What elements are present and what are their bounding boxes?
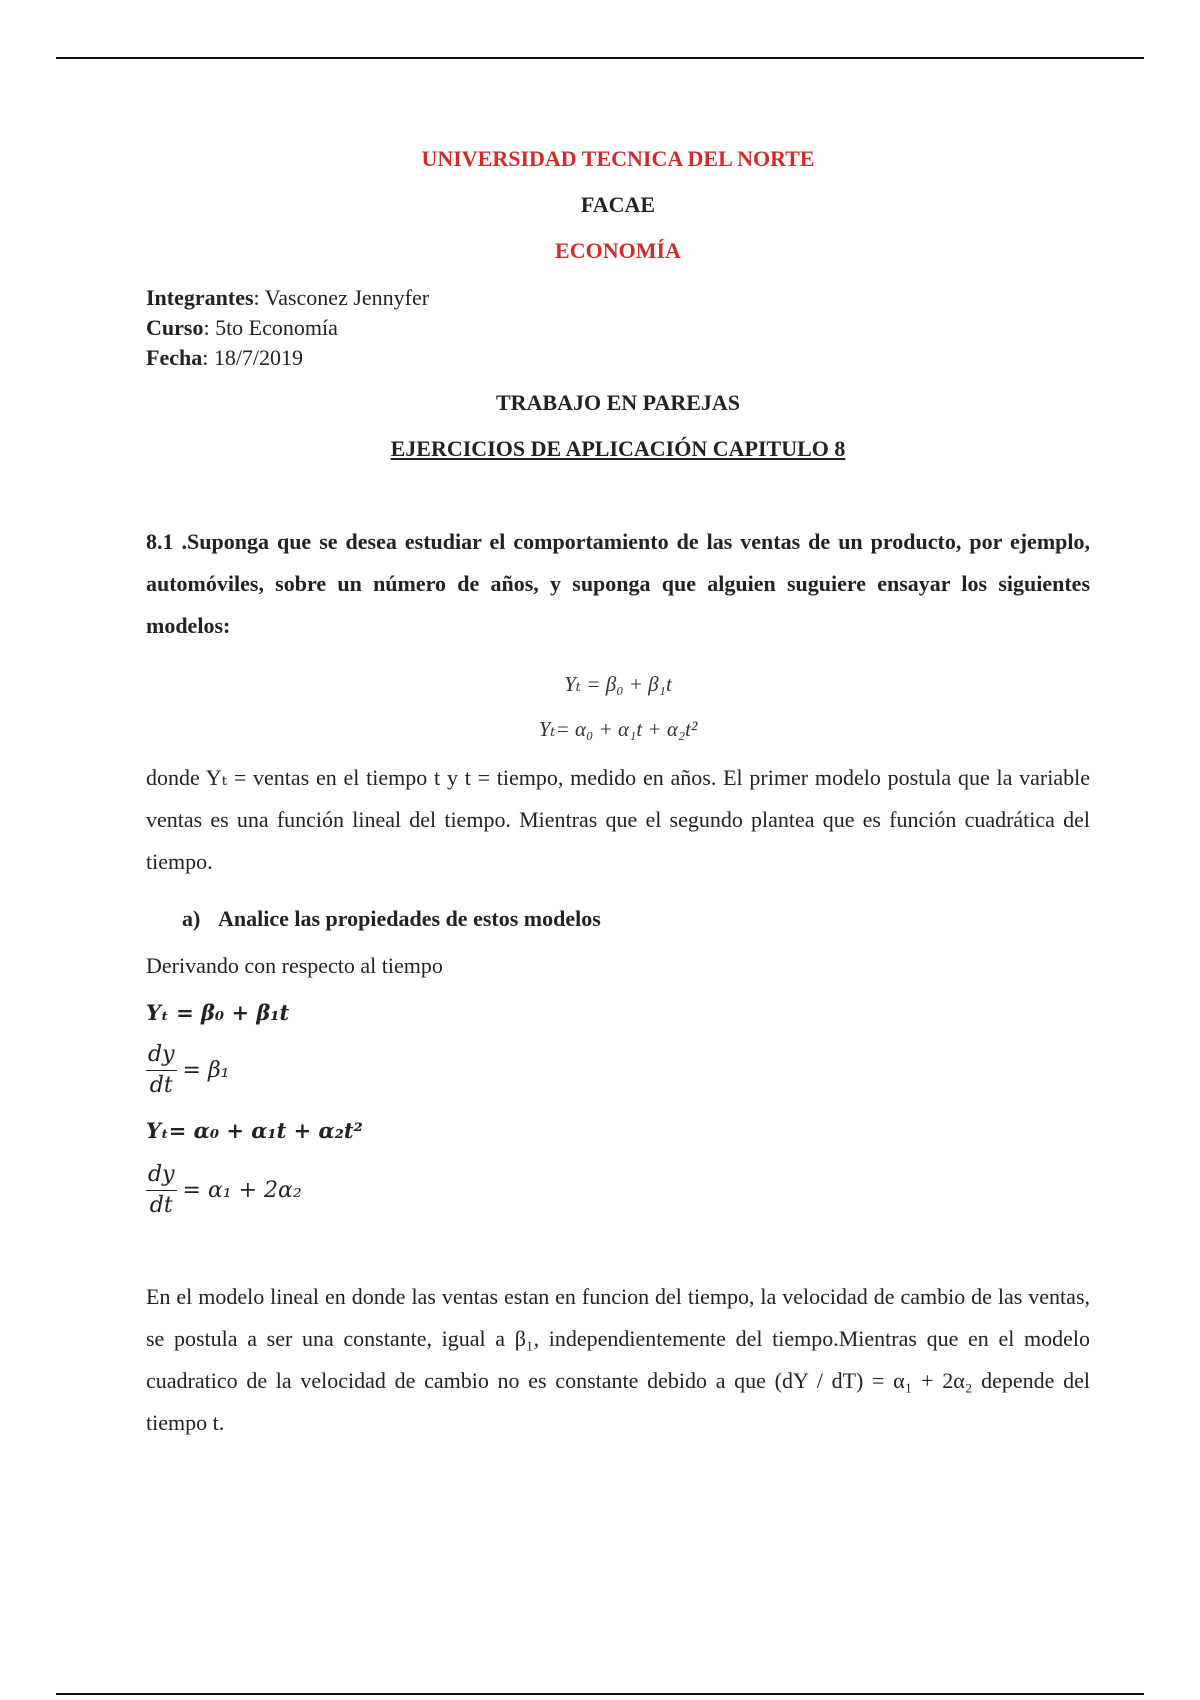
model-description: donde Yₜ = ventas en el tiempo t y t = tiempo, medido en años. El primer modelo postula que la variable ventas es una función lineal del tiempo. Mientras que el segundo plantea que es función cuadrática del tiempo. <box>146 765 1090 874</box>
fraction-numerator: dy <box>146 1160 177 1191</box>
members-label: Integrantes <box>146 285 254 310</box>
model-linear: Yₜ = β₀ + β₁t <box>564 672 672 696</box>
derivation-intro: Derivando con respecto al tiempo <box>146 953 443 978</box>
fraction-denominator: dt <box>149 1073 173 1098</box>
work-title: TRABAJO EN PAREJAS <box>495 390 741 415</box>
bottom-rule <box>56 1693 1144 1695</box>
conclusion-paragraph: En el modelo lineal en donde las ventas estan en funcion del tiempo, la velocidad de cambio de las ventas, se postula a ser una constante, igual a β₁, independientemente del tiempo.Mientras que en el modelo cuadratico de la velocidad de cambio no es constante debido a que (dY / dT) = α₁ + 2α₂ depende del tiempo t. <box>146 1284 1090 1435</box>
top-rule <box>56 57 1144 59</box>
members-line <box>146 283 429 313</box>
equation-linear: Yₜ = β₀ + β₁t <box>146 1000 290 1025</box>
derivative-fraction <box>146 1040 177 1101</box>
derivative-quadratic <box>146 1160 302 1221</box>
part-a-letter: a) <box>182 906 201 931</box>
problem-statement: 8.1 .Suponga que se desea estudiar el comportamiento de las ventas de un producto, por ejemplo, automóviles, sobre un número de años, y suponga que alguien suguiere ensayar los siguientes modelos: <box>146 529 1090 638</box>
date-label: Fecha <box>146 345 203 370</box>
course-label: Curso <box>146 315 204 340</box>
equation-quadratic: Yₜ= α₀ + α₁t + α₂t² <box>146 1118 363 1143</box>
course-value: : 5to Economía <box>203 315 338 340</box>
derivative-result-linear: = β₁ <box>182 1058 230 1083</box>
university-title: UNIVERSIDAD TECNICA DEL NORTE <box>421 146 815 171</box>
derivative-fraction <box>146 1160 177 1221</box>
exercises-title-wrap <box>146 436 1090 462</box>
fraction-numerator: dy <box>146 1040 177 1071</box>
date-value: : 18/7/2019 <box>202 345 304 370</box>
date-line <box>146 343 303 373</box>
career-title: ECONOMÍA <box>555 238 681 263</box>
exercises-title: EJERCICIOS DE APLICACIÓN CAPITULO 8 <box>390 436 846 461</box>
derivative-result-quadratic: = α₁ + 2α₂ <box>182 1178 302 1203</box>
derivative-linear <box>146 1040 229 1101</box>
fraction-denominator: dt <box>149 1193 173 1218</box>
course-line <box>146 313 338 343</box>
part-a-heading <box>182 906 601 932</box>
members-value: : Vasconez Jennyfer <box>253 285 430 310</box>
part-a-title: Analice las propiedades de estos modelos <box>218 906 601 931</box>
model-quadratic: Yₜ= α₀ + α₁t + α₂t² <box>538 717 698 741</box>
faculty-title: FACAE <box>580 192 656 217</box>
